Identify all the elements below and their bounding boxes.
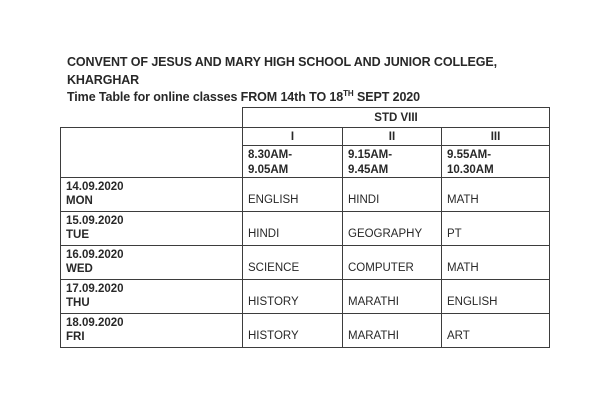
table-row-wednesday: [61, 246, 550, 280]
subject-cell: HINDI: [243, 212, 343, 246]
day-label: THU: [66, 297, 90, 309]
time-start: 9.15AM-: [348, 149, 393, 161]
subject-cell: HINDI: [343, 178, 442, 212]
date-day-cell: [61, 280, 243, 314]
date-label: 15.09.2020: [66, 215, 124, 227]
period-number-row: [61, 128, 550, 146]
date-label: 17.09.2020: [66, 283, 124, 295]
time-end: 9.45AM: [348, 163, 389, 176]
time-start: 9.55AM-: [447, 149, 492, 161]
timetable-title-line: [67, 89, 497, 107]
period-2-header: II: [343, 128, 442, 146]
time-end: 9.05AM: [248, 163, 289, 176]
document-header: [67, 54, 497, 107]
subject-cell: HISTORY: [243, 314, 343, 348]
table-row-tuesday: [61, 212, 550, 246]
subject-cell: SCIENCE: [243, 246, 343, 280]
subject-cell: MARATHI: [343, 280, 442, 314]
subject-cell: PT: [442, 212, 550, 246]
date-day-cell: [61, 246, 243, 280]
title-text: Time Table for online classes FROM 14th TO 18: [67, 90, 344, 104]
period-2-time: [343, 146, 442, 178]
subject-cell: MARATHI: [343, 314, 442, 348]
spacer-cell: [61, 108, 243, 128]
date-day-cell: [61, 314, 243, 348]
class-group-header: STD VIII: [243, 108, 550, 128]
period-3-header: III: [442, 128, 550, 146]
subject-cell: ART: [442, 314, 550, 348]
date-label: 14.09.2020: [66, 181, 124, 193]
title-suffix: SEPT 2020: [353, 90, 421, 104]
date-label: 16.09.2020: [66, 249, 124, 261]
period-1-header: I: [243, 128, 343, 146]
subject-cell: GEOGRAPHY: [343, 212, 442, 246]
timetable: [60, 107, 550, 348]
table-row-friday: [61, 314, 550, 348]
table-row-monday: [61, 178, 550, 212]
subject-cell: MATH: [442, 178, 550, 212]
subject-cell: HISTORY: [243, 280, 343, 314]
subject-cell: ENGLISH: [243, 178, 343, 212]
date-day-cell: [61, 178, 243, 212]
day-label: MON: [66, 195, 93, 207]
table-row-thursday: [61, 280, 550, 314]
period-1-time: [243, 146, 343, 178]
subject-cell: COMPUTER: [343, 246, 442, 280]
time-end: 10.30AM: [447, 163, 494, 176]
time-start: 8.30AM-: [248, 149, 293, 161]
day-label: TUE: [66, 229, 89, 241]
day-column-empty-cell: [61, 128, 243, 178]
period-3-time: [442, 146, 550, 178]
day-label: FRI: [66, 331, 85, 343]
date-day-cell: [61, 212, 243, 246]
date-label: 18.09.2020: [66, 317, 124, 329]
title-superscript: TH: [343, 88, 354, 98]
day-label: WED: [66, 263, 93, 275]
school-name-line: CONVENT OF JESUS AND MARY HIGH SCHOOL AND JUNIOR COLLEGE,: [67, 55, 497, 69]
group-header-row: [61, 108, 550, 128]
subject-cell: MATH: [442, 246, 550, 280]
school-location-line: KHARGHAR: [67, 72, 140, 87]
subject-cell: ENGLISH: [442, 280, 550, 314]
